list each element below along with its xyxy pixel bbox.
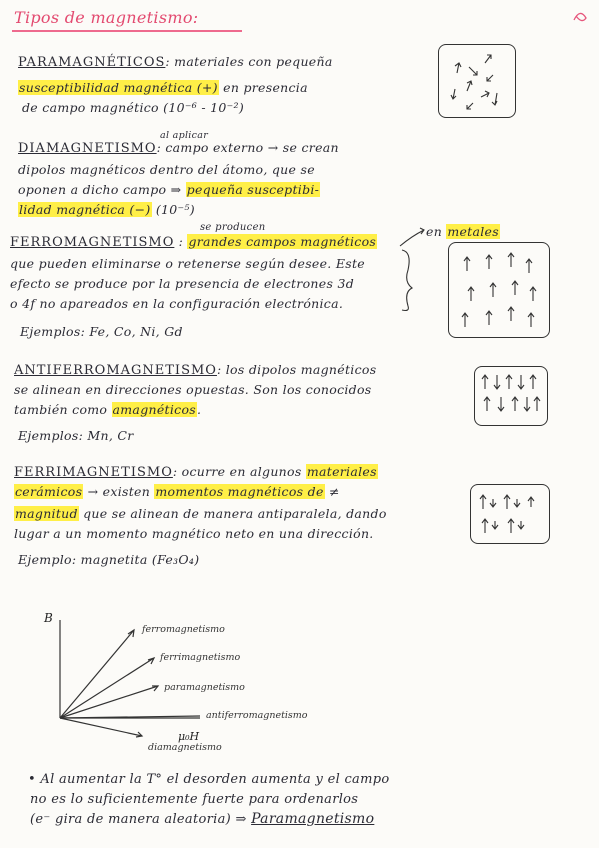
dia-line-2: dipolos magnéticos dentro del átomo, que se xyxy=(18,162,315,177)
ferro-side-note xyxy=(426,224,500,239)
line-ferro xyxy=(60,630,134,718)
ferri-line-4: lugar a un momento magnético neto en una dirección. xyxy=(14,526,374,541)
ferro-line-0: FERROMAGNETISMO : grandes campos magnéticos xyxy=(10,234,377,250)
dipole-up-arrow xyxy=(490,283,496,297)
dia-heading: DIAMAGNETISMO xyxy=(18,141,157,156)
ferri-l3-text: que se alinean de manera antiparalela, dando xyxy=(78,506,387,521)
dia-l1-text: : campo externo → se crean xyxy=(156,140,339,155)
ferro-dipole-box xyxy=(448,242,550,338)
footer-bullet: • xyxy=(28,772,36,787)
dipole-up-arrow xyxy=(486,311,492,325)
dipole-down-arrow xyxy=(518,375,524,389)
ferro-line-1: que pueden eliminarse o retenerse según desee. Este xyxy=(10,256,366,271)
antiferro-line-3 xyxy=(14,402,201,417)
footer-line-3 xyxy=(30,812,374,827)
label-ferro: ferromagnetismo xyxy=(142,624,225,635)
dipole-down-arrow xyxy=(494,375,500,389)
dia-highlight-2: lidad magnética (−) xyxy=(19,202,151,217)
antiferro-opposed-arrows xyxy=(475,367,547,425)
graph-y-label: B xyxy=(44,611,53,625)
dipole-up-arrow xyxy=(504,495,510,509)
para-heading: PARAMAGNÉTICOS xyxy=(18,55,166,70)
ferri-line-3 xyxy=(14,506,387,521)
dia-note: al aplicar xyxy=(160,130,209,141)
antiferro-examples: Ejemplos: Mn, Cr xyxy=(18,428,134,443)
antiferro-dipole-box xyxy=(474,366,548,426)
dipole-up-arrow xyxy=(484,397,490,411)
dia-line-1 xyxy=(18,140,339,156)
dipole-up-arrow xyxy=(480,495,486,509)
dipole-up-arrow xyxy=(530,375,536,389)
ferro-aligned-arrows xyxy=(449,243,549,337)
dipole-up-arrow xyxy=(534,397,540,411)
ferri-heading: FERRIMAGNETISMO xyxy=(14,465,173,480)
ferri-highlight-3: momentos magnéticos de xyxy=(155,484,324,499)
footer-l1-text: Al aumentar la T° el desorden aumenta y el campo xyxy=(40,772,390,787)
antiferro-l3-end: . xyxy=(197,402,202,417)
para-l2-text: en presencia xyxy=(218,80,308,95)
antiferro-line-1 xyxy=(14,362,376,378)
dipole-up-arrow xyxy=(528,497,534,507)
dipole-up-arrow xyxy=(530,287,536,301)
label-ferri: ferrimagnetismo xyxy=(160,652,241,663)
dipole-down-arrow xyxy=(524,397,530,411)
ferri-highlight-1: materiales xyxy=(306,464,377,479)
ferro-note-1: se producen xyxy=(200,222,266,233)
antiferro-l1-text: : los dipolos magnéticos xyxy=(216,362,377,377)
ferro-highlight: grandes campos magnéticos xyxy=(188,234,377,249)
line-ferri xyxy=(60,658,154,718)
magnetization-graph xyxy=(30,600,330,760)
para-l1-text: : materiales con pequeña xyxy=(165,54,333,69)
dia-line-3 xyxy=(18,182,320,197)
ferro-heading: FERROMAGNETISMO xyxy=(10,235,175,250)
dipole-down-arrow xyxy=(490,499,496,507)
ferri-l2-end: ≠ xyxy=(324,484,340,499)
dipole-up-arrow xyxy=(508,253,514,267)
ferri-example: Ejemplo: magnetita (Fe₃O₄) xyxy=(18,552,200,567)
dia-line-4 xyxy=(18,202,195,217)
antiferro-l3-text: también como xyxy=(14,402,112,417)
title-underline xyxy=(12,30,242,32)
dipole-up-arrow xyxy=(526,259,532,273)
label-antiferro: antiferromagnetismo xyxy=(206,710,308,721)
dipole-up-arrow xyxy=(528,313,534,327)
para-dipole-box xyxy=(438,44,516,118)
graph-x-label: μ₀H xyxy=(178,730,200,743)
corner-doodle xyxy=(570,6,592,26)
dipole-down-arrow xyxy=(498,397,504,411)
footer-l3-text: (e⁻ gira de manera aleatoria) ⇒ xyxy=(30,812,252,827)
dipole-up-arrow xyxy=(464,257,470,271)
ferro-side-highlight: metales xyxy=(447,224,499,239)
dipole-up-arrow xyxy=(512,281,518,295)
ferro-brace xyxy=(398,222,428,316)
antiferro-heading: ANTIFERROMAGNETISMO xyxy=(14,363,217,378)
ferri-dipole-box xyxy=(470,484,550,544)
ferri-l1-text: : ocurre en algunos xyxy=(172,464,306,479)
dia-l4-text: (10⁻⁵) xyxy=(151,202,195,217)
ferri-line-2 xyxy=(14,484,340,499)
footer-conclusion: Paramagnetismo xyxy=(251,811,375,827)
para-random-arrows xyxy=(439,45,515,117)
ferri-highlight-2: cerámicos xyxy=(15,484,83,499)
dia-l3-text: oponen a dicho campo ⇒ xyxy=(18,182,186,197)
footer-line-2: no es lo suficientemente fuerte para ordenarlos xyxy=(30,792,359,807)
ferro-line-3: o 4f no apareados en la configuración electrónica. xyxy=(10,296,344,311)
dipole-up-arrow xyxy=(462,313,468,327)
ferri-line-1 xyxy=(14,464,378,480)
dia-highlight-1: pequeña susceptibi- xyxy=(186,182,320,197)
dipole-down-arrow xyxy=(518,521,524,529)
footer-line-1 xyxy=(28,772,390,787)
para-line-2 xyxy=(18,80,308,95)
dipole-up-arrow xyxy=(482,375,488,389)
ferro-examples: Ejemplos: Fe, Co, Ni, Gd xyxy=(20,324,183,339)
dipole-down-arrow xyxy=(492,521,498,529)
label-para: paramagnetismo xyxy=(164,682,245,693)
dipole-up-arrow xyxy=(506,375,512,389)
dipole-up-arrow xyxy=(482,519,488,533)
antiferro-line-2: se alinean en direcciones opuestas. Son los conocidos xyxy=(14,382,372,397)
dipole-up-arrow xyxy=(468,287,474,301)
ferro-line-2: efecto se produce por la presencia de electrones 3d xyxy=(10,276,354,291)
para-highlight: susceptibilidad magnética (+) xyxy=(19,80,218,95)
antiferro-highlight: amagnéticos xyxy=(112,402,197,417)
line-dia xyxy=(60,718,142,736)
dipole-up-arrow xyxy=(508,307,514,321)
ferri-antiparallel-arrows xyxy=(471,485,549,543)
para-line-3: de campo magnético (10⁻⁶ - 10⁻²) xyxy=(22,100,245,115)
para-line-1 xyxy=(18,54,333,70)
dipole-down-arrow xyxy=(514,499,520,507)
line-para xyxy=(60,686,158,718)
page-title: Tipos de magnetismo: xyxy=(14,8,199,27)
dipole-up-arrow xyxy=(486,255,492,269)
ferri-highlight-4: magnitud xyxy=(15,506,78,521)
label-dia: diamagnetismo xyxy=(148,742,222,753)
ferro-side-prefix: en xyxy=(426,224,447,239)
ferri-l2-mid: → existen xyxy=(83,484,155,499)
dipole-up-arrow xyxy=(508,519,514,533)
dipole-up-arrow xyxy=(512,397,518,411)
